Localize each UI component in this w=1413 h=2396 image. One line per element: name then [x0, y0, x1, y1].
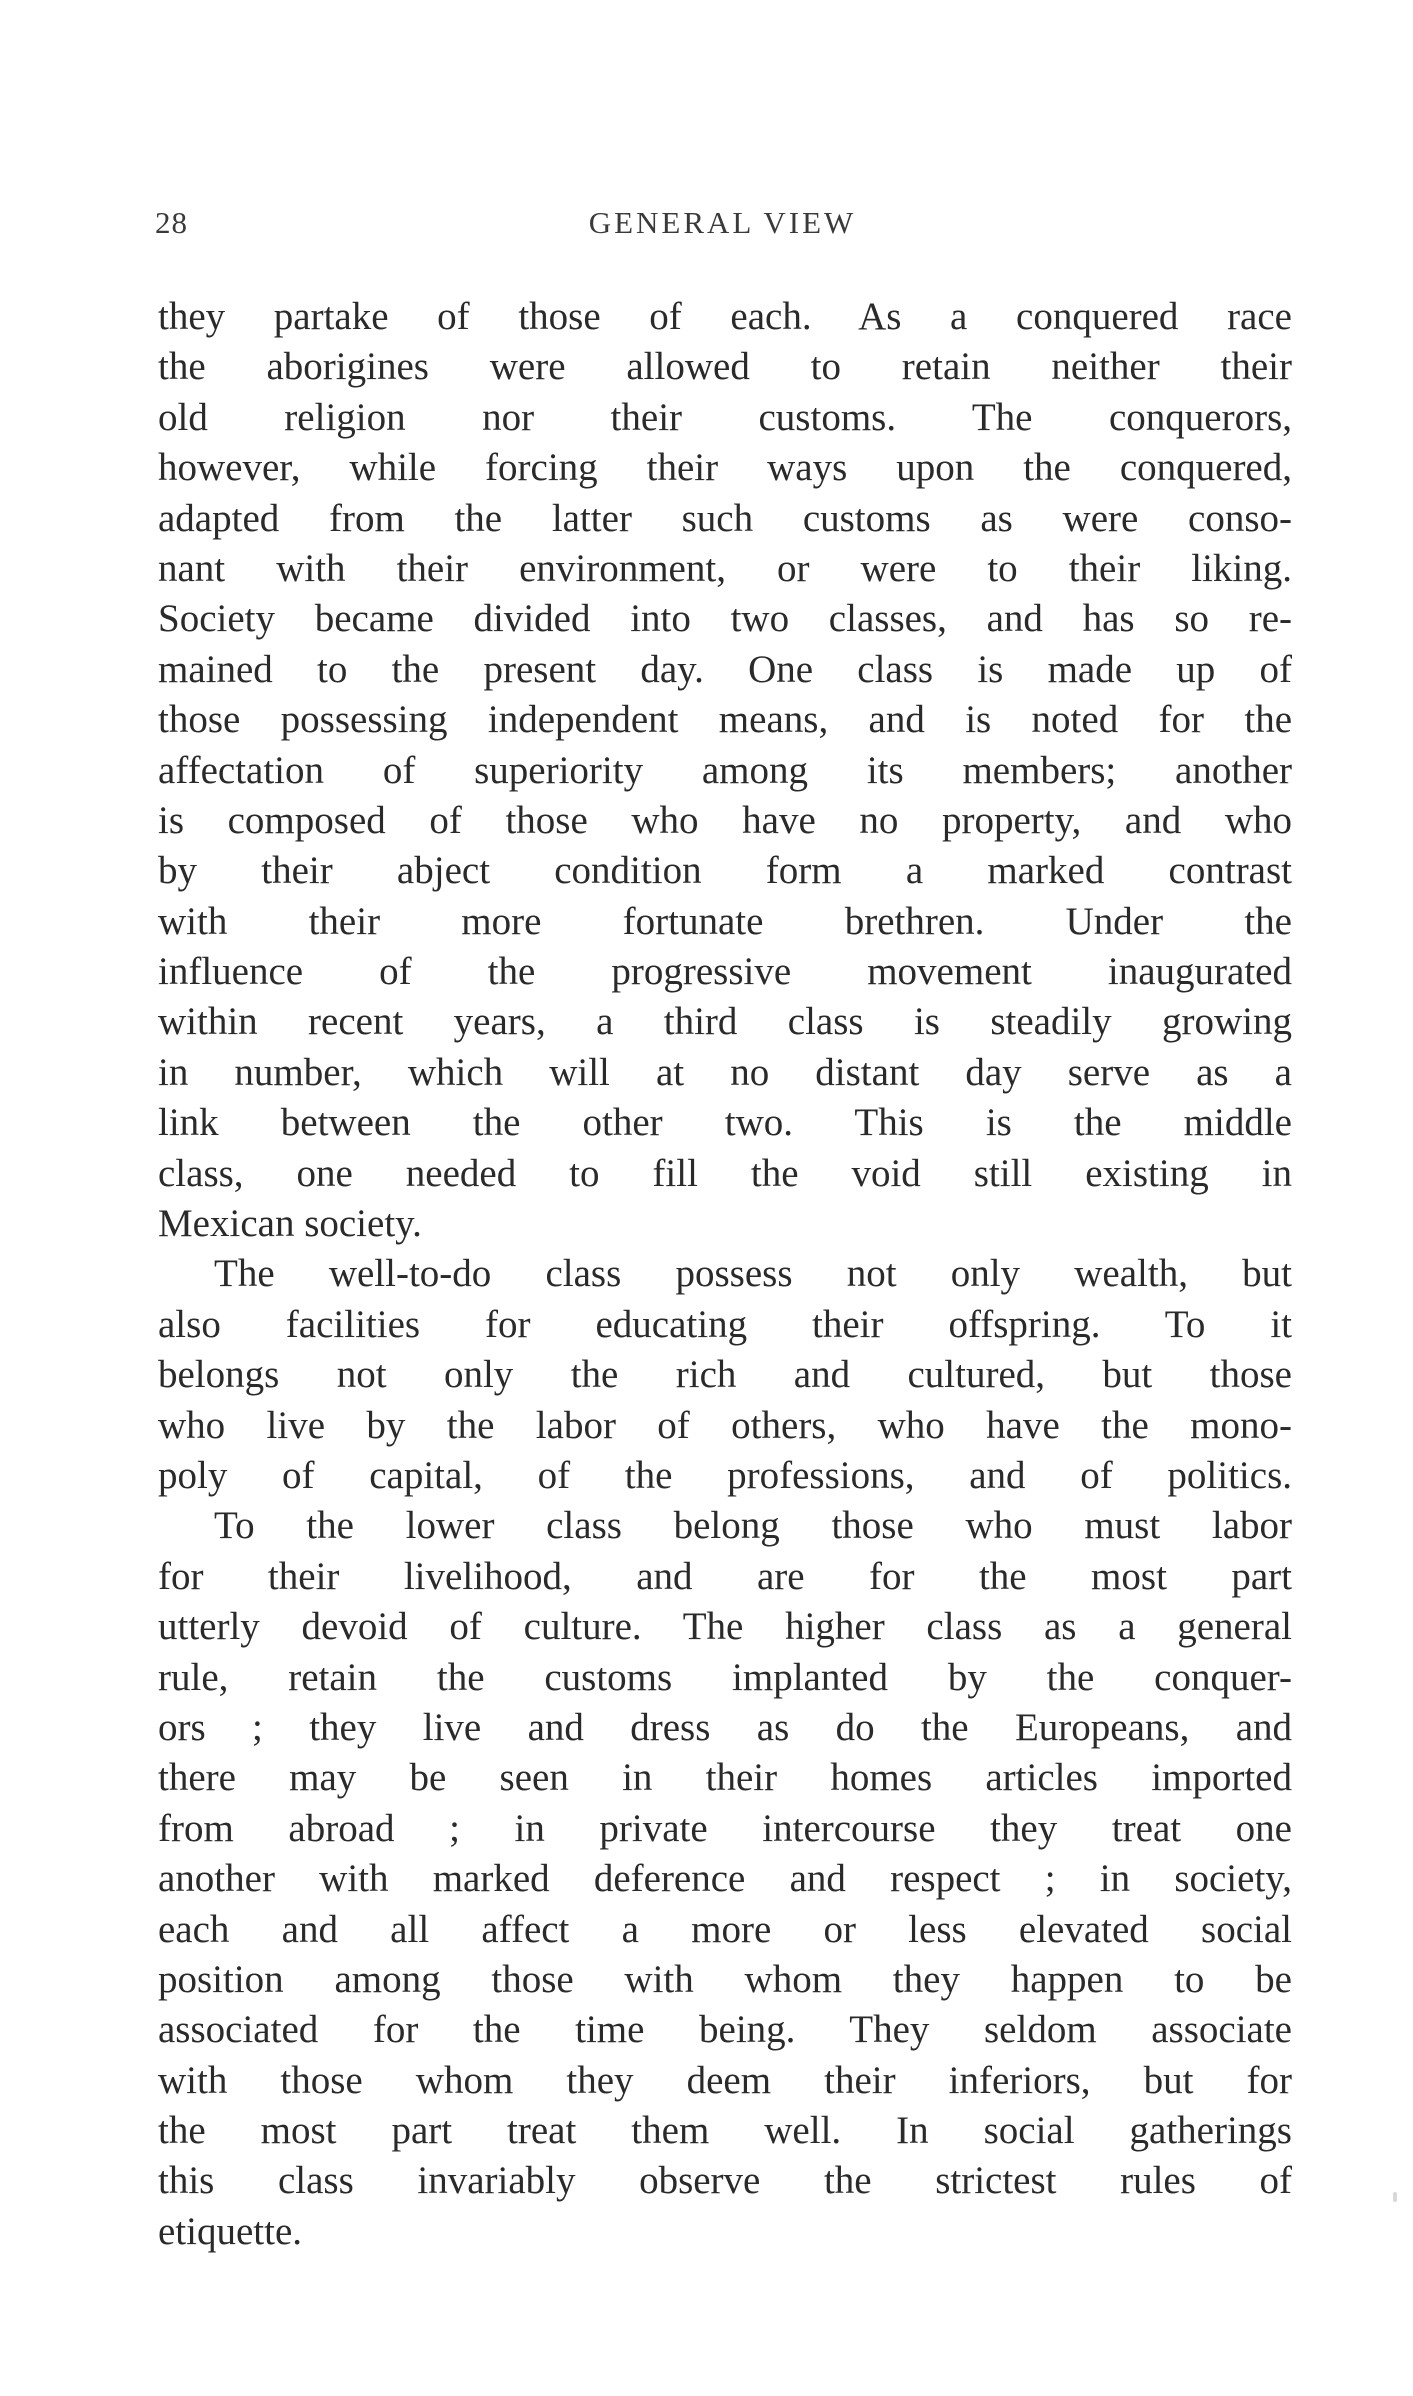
text-line: from abroad ; in private intercourse they treat one	[158, 1806, 1292, 1850]
text-line: those possessing independent means, and is noted for the	[158, 698, 1292, 742]
text-line: old religion nor their customs. The conquerors,	[158, 395, 1292, 439]
text-line: another with marked deference and respect ; in society,	[158, 1857, 1292, 1901]
text-line: each and all affect a more or less elevated social	[158, 1907, 1292, 1951]
running-head: GENERAL VIEW	[588, 205, 857, 240]
text-line: poly of capital, of the professions, and of politics.	[158, 1453, 1292, 1497]
page-number: 28	[155, 205, 188, 240]
text-line: the aborigines were allowed to retain neither their	[158, 345, 1292, 389]
text-line: however, while forcing their ways upon the conquered,	[158, 446, 1292, 490]
text-line: who live by the labor of others, who have the mono-	[158, 1403, 1292, 1447]
text-line: link between the other two. This is the middle	[158, 1101, 1292, 1145]
text-line: utterly devoid of culture. The higher class as a general	[158, 1605, 1292, 1649]
text-line: mained to the present day. One class is made up of	[158, 647, 1292, 691]
text-line: associated for the time being. They seldom associate	[158, 2008, 1292, 2052]
text-line: position among those with whom they happen to be	[158, 1957, 1292, 2001]
text-line: To the lower class belong those who must labor	[214, 1504, 1292, 1548]
text-line: nant with their environment, or were to their liking.	[158, 546, 1292, 590]
text-line: rule, retain the customs implanted by the conquer-	[158, 1655, 1292, 1699]
text-line: etiquette.	[158, 2209, 303, 2253]
text-line: within recent years, a third class is steadily growing	[158, 1000, 1292, 1044]
text-line: ors ; they live and dress as do the Europeans, and	[158, 1705, 1292, 1749]
body-text	[158, 292, 1292, 2257]
text-line: adapted from the latter such customs as were conso-	[158, 496, 1292, 540]
text-line: by their abject condition form a marked contrast	[158, 849, 1292, 893]
text-line: Mexican society.	[158, 1202, 422, 1246]
text-line: the most part treat them well. In social gatherings	[158, 2109, 1292, 2153]
text-line: they partake of those of each. As a conquered race	[158, 295, 1292, 338]
text-line: with their more fortunate brethren. Under the	[158, 899, 1292, 943]
text-line: belongs not only the rich and cultured, but those	[158, 1353, 1292, 1397]
text-line: in number, which will at no distant day serve as a	[158, 1050, 1292, 1094]
text-line: this class invariably observe the strictest rules of	[158, 2159, 1292, 2203]
paper-speck	[1393, 2192, 1397, 2202]
text-line: is composed of those who have no property, and who	[158, 798, 1292, 842]
text-line: Society became divided into two classes, and has so re-	[158, 597, 1292, 641]
text-line: for their livelihood, and are for the most part	[158, 1554, 1292, 1598]
text-line: with those whom they deem their inferiors, but for	[158, 2058, 1292, 2102]
text-line: class, one needed to fill the void still existing in	[158, 1151, 1292, 1195]
text-line: affectation of superiority among its members; another	[158, 748, 1292, 792]
text-line: influence of the progressive movement inaugurated	[158, 950, 1292, 994]
text-line: also facilities for educating their offspring. To it	[158, 1302, 1292, 1346]
text-line: The well-to-do class possess not only wealth, but	[214, 1252, 1292, 1296]
page-header	[155, 205, 1290, 265]
text-line: there may be seen in their homes articles imported	[158, 1756, 1292, 1800]
